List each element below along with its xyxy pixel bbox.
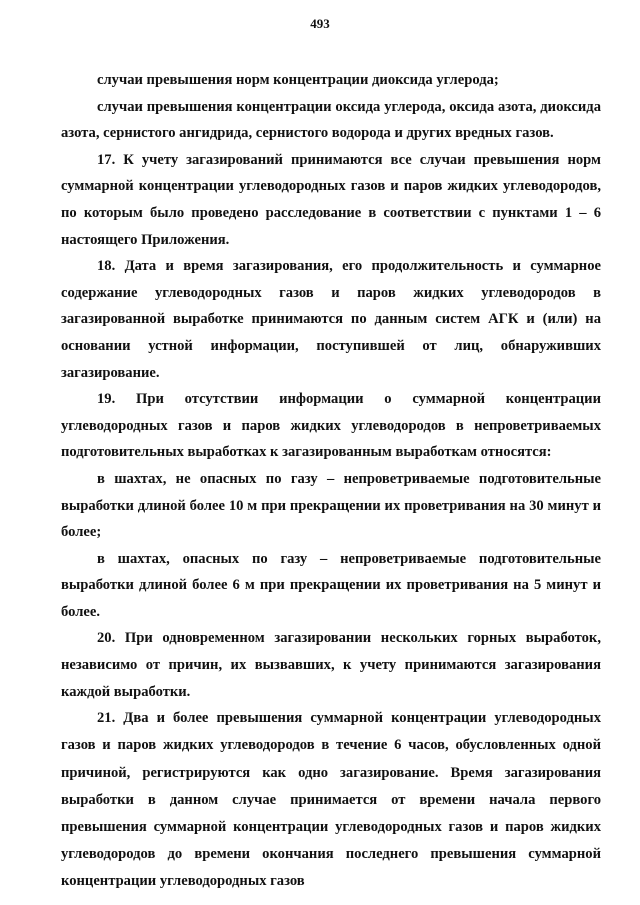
paragraph-co2: случаи превышения норм концентрации диоксида углерода; [97, 72, 499, 88]
paragraph-18: 18. Дата и время загазирования, его продолжительность и суммарное содержание углеводородных газов и паров жидких углеводородов в загазированной выработке принимаются по данным систем АГК и (или) на основании устной информации, поступившей от лиц, обнаруживших загазирование. [61, 258, 601, 381]
paragraph-harmful-gases: случаи превышения концентрации оксида углерода, оксида азота, диоксида азота, сернистого ангидрида, сернистого водорода и других вредных газов. [61, 98, 601, 142]
document-body [61, 67, 601, 896]
paragraph-19: 19. При отсутствии информации о суммарной концентрации углеводородных газов и паров жидких углеводородов в непроветриваемых подготовительных выработках к загазированным выработкам относятся: [61, 391, 601, 461]
paragraph-21: 21. Два и более превышения суммарной концентрации углеводородных газов и паров жидких углеводородов в течение 6 часов, обусловленных одной причиной, регистрируются как одно загазирование. Время загазирования выработки в данном случае принимается от времени начала первого превышения суммарной концентрации углеводородных газов и паров жидких углеводородов до времени окончания последнего превышения суммарной концентрации углеводородных газов [61, 710, 601, 890]
paragraph-19-non-gassy-mines: в шахтах, не опасных по газу – непроветриваемые подготовительные выработки длиной более 10 м при прекращении их проветривания на 30 минут и более; [61, 470, 601, 541]
page-number: 493 [310, 16, 330, 31]
paragraph-19-gassy-mines: в шахтах, опасных по газу – непроветриваемые подготовительные выработки длиной более 6 м при прекращении их проветривания на 5 минут и более. [61, 550, 601, 620]
paragraph-17: 17. К учету загазирований принимаются все случаи превышения норм суммарной концентрации углеводородных газов и паров жидких углеводородов, по которым было проведено расследование в соответствии с пунктами 1 – 6 настоящего Приложения. [61, 151, 601, 248]
paragraph-20: 20. При одновременном загазировании нескольких горных выработок, независимо от причин, их вызвавших, к учету принимаются загазирования каждой выработки. [61, 630, 601, 700]
